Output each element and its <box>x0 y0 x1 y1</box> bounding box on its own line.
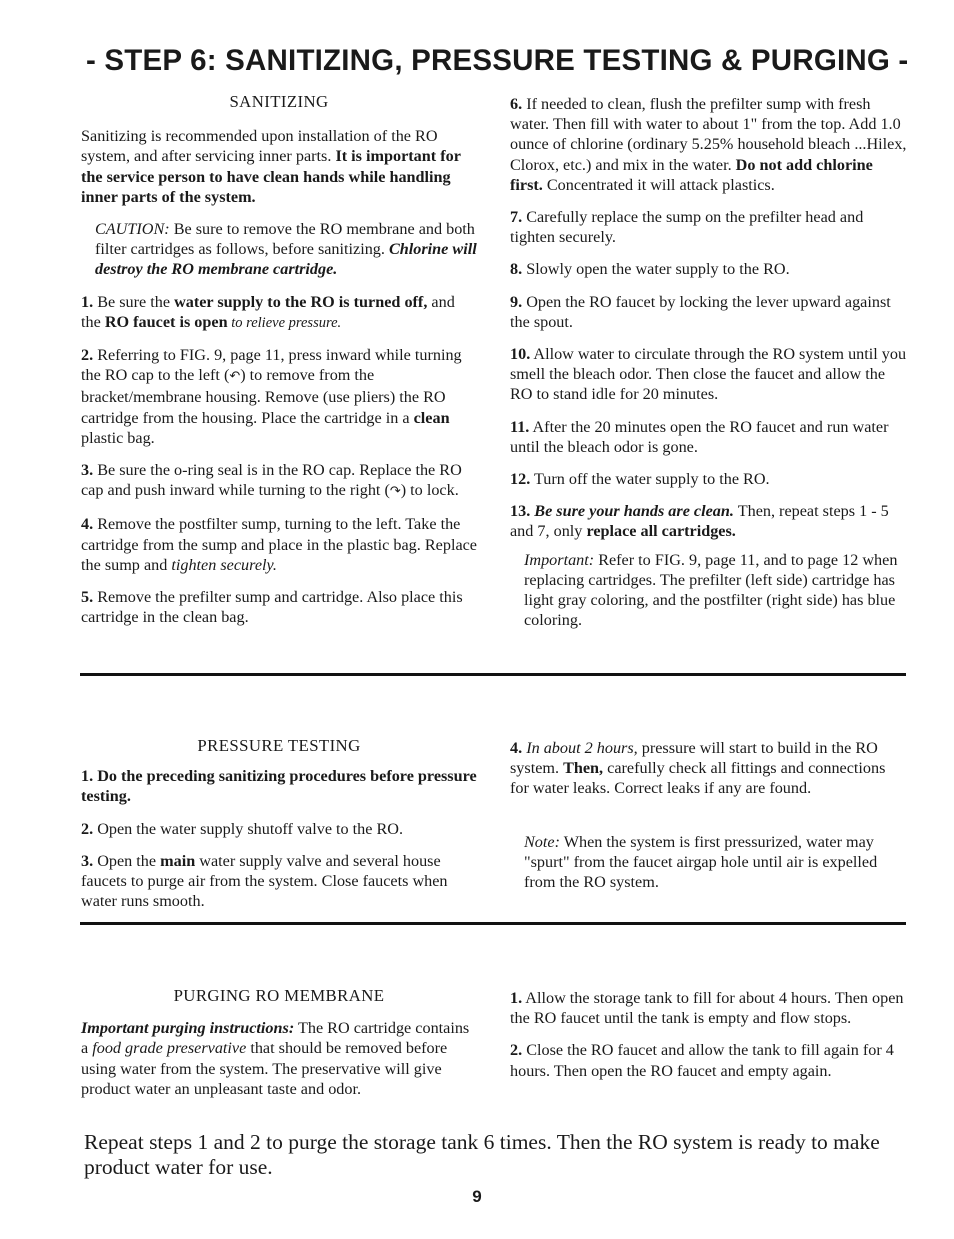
step-bold: Do not add chlorine first. <box>510 155 873 194</box>
step-text: Remove the postfilter sump, turning to the left. Take the cartridge from the sump and place in the plastic bag. Replace the sump and <box>81 515 477 574</box>
step-bold-italic: Be sure your hands are clean. <box>534 502 734 521</box>
step-bold: Do the preceding sanitizing procedures before pressure testing. <box>81 767 477 806</box>
section-divider <box>80 673 906 676</box>
step-bold: replace all cartridges. <box>586 522 736 541</box>
sanitizing-step-12 <box>510 469 907 489</box>
sanitizing-step-1 <box>81 292 477 333</box>
step-number: 4. <box>510 739 523 757</box>
step-bold: Then, <box>563 759 604 778</box>
step-bold: water supply to the RO is turned off, <box>174 292 428 311</box>
step-number: 9. <box>510 292 523 311</box>
step-text: Allow water to circulate through the RO system until you smell the bleach odor. Then close the faucet and allow the RO to stand idle for 20 minutes. <box>510 345 907 404</box>
sanitizing-step-4 <box>81 514 477 575</box>
purging-intro <box>81 1018 477 1099</box>
sanitizing-step-2 <box>81 345 477 448</box>
page-title: - STEP 6: SANITIZING, PRESSURE TESTING & PURGING - <box>86 44 909 77</box>
step-text: After the 20 minutes open the RO faucet and run water until the bleach odor is gone. <box>510 417 889 456</box>
caution-note <box>81 219 477 280</box>
step-number: 2. <box>510 1041 523 1060</box>
sanitizing-heading: SANITIZING <box>229 92 329 111</box>
sanitizing-right-column <box>510 94 907 642</box>
step-number: 13. <box>510 502 531 521</box>
caution-text: Be sure to remove the RO membrane and both filter cartridges as follows, before sanitizing. <box>95 220 475 259</box>
step-number: 4. <box>81 515 94 534</box>
pressure-step-3 <box>81 851 477 912</box>
pressure-heading: PRESSURE TESTING <box>197 736 361 755</box>
sanitizing-step-5 <box>81 587 477 627</box>
important-label: Important: <box>524 550 595 569</box>
important-text: Refer to FIG. 9, page 11, and to page 12 when replacing cartridges. The prefilter (left side) cartridge has light gray coloring, and the postfilter (right side) has blue coloring. <box>524 550 898 630</box>
step-number: 1. <box>510 989 523 1007</box>
purging-intro-italic: food grade preservative <box>92 1039 247 1058</box>
sanitizing-step-7 <box>510 207 907 247</box>
pressure-note <box>510 832 907 893</box>
purging-intro-text: that should be removed before using water from the system. The preservative will give product water an unpleasant taste and odor. <box>81 1039 448 1098</box>
step-text: water supply valve and several house faucets to purge air from the system. Close faucets when water runs smooth. <box>81 851 448 911</box>
step-text: Open the water supply shutoff valve to the RO. <box>93 819 404 838</box>
pressure-step-4 <box>510 738 907 799</box>
section-divider <box>80 922 906 925</box>
purging-intro-text: The RO cartridge contains a <box>81 1019 470 1058</box>
step-italic: to relieve pressure. <box>227 314 342 331</box>
purging-left-column <box>81 986 477 1111</box>
step-bold: RO faucet is open <box>104 312 228 331</box>
step-text: Carefully replace the sump on the prefilter head and tighten securely. <box>510 208 864 247</box>
pressure-step-2 <box>81 819 477 839</box>
step-text: Close the RO faucet and allow the tank to fill again for 4 hours. Then open the RO faucet and empty again. <box>510 1041 894 1080</box>
step-text: ) to remove from the bracket/membrane housing. Remove (use pliers) the RO cartridge from the housing. Place the cartridge in a <box>81 366 446 427</box>
step-number: 3. <box>81 461 94 480</box>
counterclockwise-arrow-icon: ↶ <box>229 369 241 385</box>
step-text: Be sure the <box>93 292 175 311</box>
step-text: If needed to clean, flush the prefilter sump with fresh water. Then fill with water to about 1" from the top. Add 1.0 ounce of chlorine (ordinary 5.25% household bleach ...Hilex, Clorox, etc.) and mix in the water. <box>510 95 907 174</box>
sanitizing-step-6 <box>510 94 907 195</box>
sanitizing-step-8 <box>510 259 907 279</box>
step-number: 1. <box>81 292 94 311</box>
step-number: 6. <box>510 95 523 113</box>
sanitizing-step-9 <box>510 292 907 332</box>
step-text: carefully check all fittings and connections for water leaks. Correct leaks if any are found. <box>510 759 886 798</box>
sanitizing-step-13 <box>510 501 907 541</box>
step-number: 8. <box>510 260 523 279</box>
sanitizing-step-10 <box>510 344 907 405</box>
sanitizing-intro-bold: It is important for the service person to have clean hands while handling inner parts of the system. <box>81 147 461 206</box>
step-text: Slowly open the water supply to the RO. <box>522 260 790 279</box>
closing-instruction: Repeat steps 1 and 2 to purge the storage tank 6 times. Then the RO system is ready to make product water for use. <box>84 1130 880 1179</box>
sanitizing-step-11 <box>510 417 907 457</box>
sanitizing-step-3 <box>81 460 477 502</box>
sanitizing-intro <box>81 126 477 207</box>
step-text: Be sure the o-ring seal is in the RO cap. Replace the RO cap and push inward while turning to the right ( <box>81 461 462 500</box>
purging-heading: PURGING RO MEMBRANE <box>173 986 385 1005</box>
step-text: Allow the storage tank to fill for about 4 hours. Then open the RO faucet until the tank is empty and flow stops. <box>510 989 904 1028</box>
step-text: Then, repeat steps 1 - 5 and 7, only <box>510 502 889 541</box>
step-bold: clean <box>413 408 450 427</box>
caution-bold: Chlorine will destroy the RO membrane cartridge. <box>95 240 477 279</box>
important-note <box>510 550 907 631</box>
step-text: plastic bag. <box>81 428 155 447</box>
step-text: and the <box>81 292 455 331</box>
purging-step-2 <box>510 1040 907 1080</box>
step-number: 7. <box>510 208 523 227</box>
step-text: pressure will start to build in the RO system. <box>510 739 878 778</box>
step-bold: main <box>160 851 196 870</box>
step-number: 10. <box>510 345 531 364</box>
pressure-right-column <box>510 738 907 904</box>
step-text: Turn off the water supply to the RO. <box>530 470 770 489</box>
step-text: ) to lock. <box>400 481 459 500</box>
step-text: Referring to FIG. 9, page 11, press inward while turning the RO cap to the left ( <box>81 346 462 385</box>
pressure-left-column <box>81 736 477 923</box>
clockwise-arrow-icon: ↷ <box>389 484 401 500</box>
step-number: 1. <box>81 767 94 786</box>
purging-intro-label: Important purging instructions: <box>81 1019 295 1038</box>
step-text: Concentrated it will attack plastics. <box>542 175 775 194</box>
step-number: 3. <box>81 851 94 870</box>
purging-right-column <box>510 988 907 1093</box>
sanitizing-left-column <box>81 92 477 639</box>
step-number: 11. <box>510 417 530 436</box>
step-number: 2. <box>81 346 94 365</box>
sanitizing-intro-text: Sanitizing is recommended upon installation of the RO system, and after servicing inner parts. <box>81 127 438 166</box>
purging-step-1 <box>510 988 907 1028</box>
note-text: When the system is first pressurized, water may "spurt" from the faucet airgap hole until air is expelled from the RO system. <box>524 832 878 892</box>
step-text: Open the <box>93 851 161 870</box>
caution-label: CAUTION: <box>95 220 170 239</box>
step-text: Open the RO faucet by locking the lever upward against the spout. <box>510 292 891 331</box>
step-text: Remove the prefilter sump and cartridge. Also place this cartridge in the clean bag. <box>81 588 463 627</box>
note-label: Note: <box>524 832 560 851</box>
step-italic: tighten securely. <box>171 555 277 574</box>
page-number: 9 <box>472 1187 482 1206</box>
step-italic: In about 2 hours, <box>526 739 638 757</box>
step-number: 12. <box>510 470 531 489</box>
pressure-step-1 <box>81 766 477 806</box>
step-number: 5. <box>81 588 94 607</box>
step-number: 2. <box>81 819 94 838</box>
